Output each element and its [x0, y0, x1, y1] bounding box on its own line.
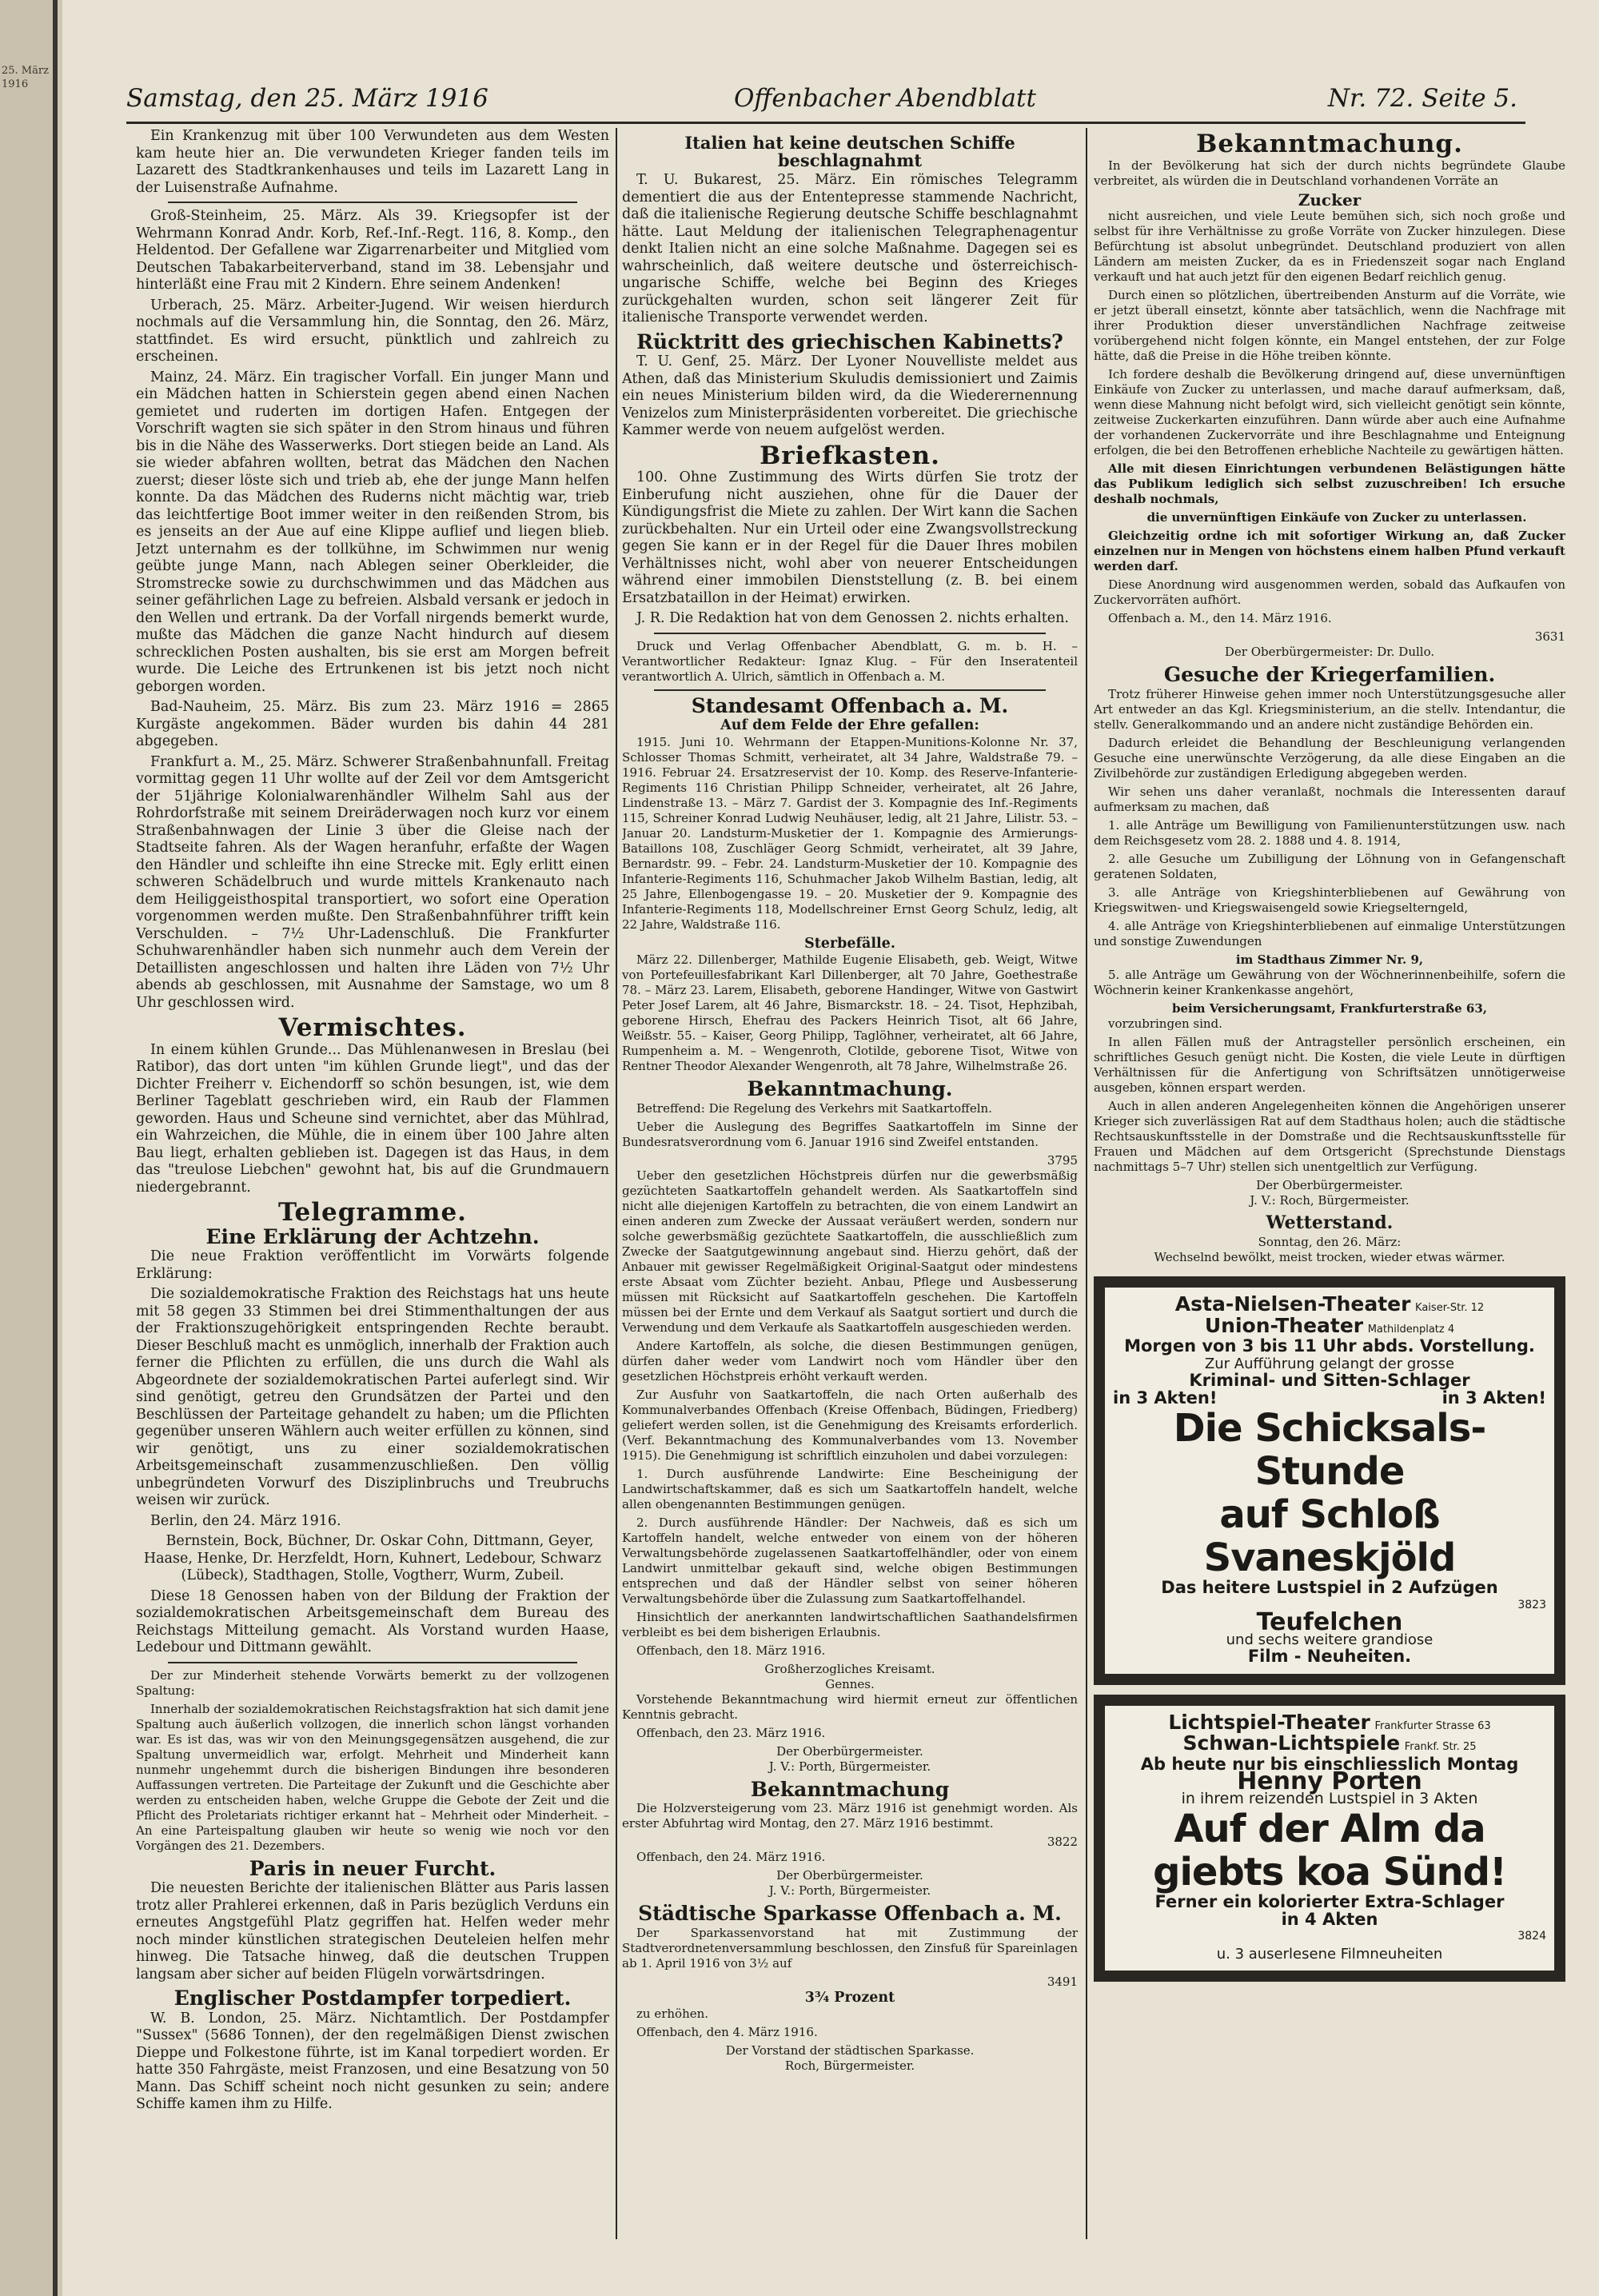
notice-keyword: Zucker — [1298, 190, 1362, 210]
article-text: T. U. Bukarest, 25. März. Ein römisches Telegramm dementiert die aus der Ententepresse stammende Nachricht, daß die italienische Regierung deutsche Schiffe beschlagnahmt hätte. Laut Meldung der italienischen Telegraphenagentur denkt Italien nicht an eine solche Maßnahme. Dagegen sei es wahrscheinlich, daß weitere deutsche und österreichisch-ungarische Schiffe, welche bei Beginn des Krieges zurückgehalten wurden, schon seit längerer Zeit für italienische Transporte verwendet werden. — [622, 172, 1078, 325]
notice-text: Ueber die Auslegung des Begriffes Saatkartoffeln im Sinne der Bundesratsverordnung vom 6. Januar 1916 sind Zweifel entstanden. — [622, 1119, 1078, 1149]
interest-rate: 3¾ Prozent — [804, 1989, 895, 2006]
ad-text: in 3 Akten! — [1441, 1388, 1546, 1408]
ad-text: Kriminal- und Sitten-Schlager — [1189, 1371, 1470, 1390]
notice-text: zu erhöhen. — [636, 2007, 709, 2021]
ad-theater-name: Asta-Nielsen-Theater — [1174, 1292, 1411, 1316]
signature: Der Vorstand der städtischen Sparkasse. — [725, 2043, 975, 2058]
ad-text: u. 3 auserlesene Filmneuheiten — [1216, 1945, 1443, 1963]
ad-film-title: auf Schloß Svaneskjöld — [1203, 1492, 1456, 1580]
notice-text: Trotz früherer Hinweise gehen immer noch Unterstützungsgesuche aller Art entweder an das Kgl. Kriegsministerium, an die stellv. Intendantur, die stellv. Generalkommando und an andere nicht zuständige Behörden ein. — [1094, 686, 1565, 732]
notice-text: Offenbach a. M., den 14. März 1916. — [1108, 611, 1332, 625]
article-heading: Eine Erklärung der Achtzehn. — [205, 1224, 540, 1248]
ad-film-title: Teufelchen — [1256, 1608, 1403, 1636]
list-location: im Stadthaus Zimmer Nr. 9, — [1235, 952, 1424, 967]
notice-text: Ueber den gesetzlichen Höchstpreis dürfen nur die gewerbsmäßig gezüchteten Saatkartoffeln gehandelt werden. Als Saatkartoffeln sind nicht alle diejenigen Kartoffeln zu betrachten, die von einem Landwirt an einen anderen zum Zwecke der Aussaat veräußert werden, sondern nur solche gewerbsmäßig gezüchtete Saatkartoffeln, die ausschließlich zum Zwecke der Saatgutgewinnung angebaut sind. Hierzu gehört, daß der Anbauer mit gewisser Regelmäßigkeit Original-Saatgut oder mindestens erste Absaat vom Züchter bezieht. Anbau, Pflege und Ausbesserung müssen mit Rücksicht auf Saatkartoffeln geschehen. Die Kartoffeln müssen bei der Ernte und dem Verkauf als Saatgut sortiert und durch die Verwendung und dem Verkaufe als Saatkartoffeln ausgeschieden werden. — [622, 1168, 1078, 1335]
signature: Der Oberbürgermeister. — [1256, 1177, 1403, 1192]
ad-number: 3795 — [1047, 1152, 1078, 1168]
notice-text: 1. Durch ausführende Landwirte: Eine Bescheinigung der Landwirtschaftskammer, daß es sich um Saatkartoffeln handelt, welche allen obengenannten Bestimmungen genügen. — [622, 1466, 1078, 1511]
article-heading: Paris in neuer Furcht. — [249, 1856, 496, 1880]
binding-text: 25. März 1916 — [2, 65, 49, 90]
list-item: 1. alle Anträge um Bewilligung von Familienunterstützungen usw. nach dem Reichsgesetz vom 28. 2. 1888 und 4. 8. 1914, — [1094, 817, 1565, 848]
notice-text: Alle mit diesen Einrichtungen verbundenen Belästigungen hätte das Publikum lediglich sich selbst zuzuschreiben! Ich ersuche deshalb nochmals, — [1094, 461, 1565, 506]
notice-text: Gleichzeitig ordne ich mit sofortiger Wirkung an, daß Zucker einzelnen nur in Mengen von höchstens einem halben Pfund verkauft werden darf. — [1094, 529, 1565, 573]
article-text: Der zur Minderheit stehende Vorwärts bemerkt zu der vollzogenen Spaltung: — [136, 1667, 609, 1698]
signature: Der Oberbürgermeister. — [776, 1743, 923, 1759]
notice-text: Auch in allen anderen Angelegenheiten können die Angehörigen unserer Krieger sich zuverlässigen Rat auf dem Stadthaus holen; auch die städtische Rechtsauskunftsstelle in der Domstraße und die Rechtsauskunftsstelle für Frauen und Mädchen auf dem Ortsgericht (Sprechstunde Dienstags nachmittags 5–7 Uhr) stellen sich unentgeltlich zur Verfügung. — [1094, 1098, 1565, 1174]
ad-number: 3823 — [1517, 1598, 1546, 1611]
ad-text: Zur Aufführung gelangt der grosse — [1204, 1355, 1455, 1372]
ad-film-title: giebts koa Sünd! — [1153, 1850, 1506, 1895]
ad-text: in 4 Akten — [1281, 1909, 1378, 1929]
notice-text: Zur Ausfuhr von Saatkartoffeln, die nach Orten außerhalb des Kommunalverbandes Offenbach (Kreise Offenbach, Büdingen, Friedberg) geliefert werden sollen, ist die Genehmigung des Kreisamts erforderlich. (Verf. Bekanntmachung des Kommunalverbandes vom 13. November 1915). Die Genehmigung ist schriftlich einzuholen und dabei vorzulegen: — [622, 1387, 1078, 1463]
article-text: Die neue Fraktion veröffentlicht im Vorwärts folgende Erklärung: — [136, 1248, 609, 1282]
signature: Großherzogliches Kreisamt. — [764, 1661, 935, 1676]
ad-address: Frankfurter Strasse 63 — [1374, 1719, 1491, 1732]
article-text: J. R. Die Redaktion hat von dem Genossen 2. nichts erhalten. — [636, 610, 1069, 626]
ad-text: Morgen von 3 bis 11 Uhr abds. Vorstellung. — [1124, 1336, 1535, 1356]
notice-text: Offenbach, den 4. März 1916. — [636, 2025, 818, 2039]
ad-actress: Henny Porten — [1237, 1767, 1422, 1795]
weather-date: Sonntag, den 26. März: — [1258, 1235, 1402, 1249]
ad-theater-name: Union-Theater — [1204, 1313, 1364, 1337]
ad-text: in 3 Akten! — [1113, 1388, 1218, 1408]
ad-film-title: Die Schicksals-Stunde — [1173, 1406, 1486, 1494]
ad-text: und sechs weitere grandiose — [1226, 1631, 1434, 1648]
ad-number: 3491 — [1047, 1974, 1078, 1989]
list-location: beim Versicherungsamt, Frankfurterstraße 63, — [1171, 1000, 1488, 1016]
signature: Roch, Bürgermeister. — [784, 2058, 915, 2073]
section-heading-vermischtes: Vermischtes. — [278, 1013, 467, 1042]
ad-text: Ab heute nur bis einschliesslich Montag — [1140, 1754, 1519, 1774]
signature: J. V.: Porth, Bürgermeister. — [768, 1883, 931, 1898]
signature: Der Oberbürgermeister: Dr. Dullo. — [1224, 645, 1435, 659]
notice-text: Wir sehen uns daher veranlaßt, nochmals die Interessenten darauf aufmerksam zu machen, daß — [1094, 784, 1565, 814]
ad-address: Kaiser-Str. 12 — [1415, 1302, 1485, 1314]
notice-text: Hinsichtlich der anerkannten landwirtschaftlichen Saathandelsfirmen verbleibt es bei dem bisherigen Erlaubnis. — [622, 1609, 1078, 1639]
notice-text: Dadurch erleidet die Behandlung der Beschleunigung verlangenden Gesuche eine unerwünschte Verzögerung, da alle diese Eingaben an die Zivilbehörde zur zuständigen Erledigung abgegeben werden. — [1094, 735, 1565, 781]
column-2 — [622, 128, 1078, 2239]
header-paper: Offenbacher Abendblatt — [734, 84, 1036, 113]
article-heading: Italien hat keine deutschen Schiffe beschlagnahmt — [684, 133, 1015, 170]
article-text: W. B. London, 25. März. Nichtamtlich. Der Postdampfer "Sussex" (5686 Tonnen), der den regelmäßigen Dienst zwischen Dieppe und Folkestone führte, ist im Kanal torpediert worden. Er hatte 350 Fahrgäste, meist Franzosen, und eine Besatzung von 50 Mann. Das Schiff scheint noch nicht gesunken zu sein; andere Schiffe kamen ihm zu Hilfe. — [136, 2010, 609, 2112]
ad-text: Ferner ein kolorierter Extra-Schlager — [1154, 1892, 1505, 1911]
list-item: 3. alle Anträge von Kriegshinterbliebenen auf Gewährung von Kriegswitwen- und Kriegswaisengeld sowie Kriegselterngeld, — [1094, 884, 1565, 915]
cinema-ad-schwan-lichtspiele — [1094, 1695, 1565, 1983]
list-item: 4. alle Anträge von Kriegshinterbliebenen auf einmalige Unterstützungen und sonstige Zuwendungen — [1094, 918, 1565, 948]
ad-address: Mathildenplatz 4 — [1367, 1323, 1455, 1336]
column-rule-1 — [616, 128, 617, 2239]
signature: Der Oberbürgermeister. — [776, 1868, 923, 1883]
notice-text: Offenbach, den 23. März 1916. — [636, 1725, 826, 1740]
article-text: 1915. Juni 10. Wehrmann der Etappen-Munitions-Kolonne Nr. 37, Schlosser Thomas Schmitt, verheiratet, alt 34 Jahre, Waldstraße 79. – 1916. Februar 24. Ersatzreservist der 10. Komp. des Reserve-Infanterie-Regiments 116 Christian Philipp Schneider, verheiratet, alt 26 Jahre, Lindenstraße 13. – März 7. Gardist der 3. Kompagnie des Inf.-Regiments 115, Schreiner Konrad Ludwig Neuhäuser, ledig, alt 21 Jahre, Lilistr. 53. – Januar 20. Landsturm-Musketier der 1. Kompagnie des Armierungs-Bataillons 108, Zuschläger Georg Schmidt, verheiratet, alt 39 Jahre, Bernardstr. 99. – Febr. 24. Landsturm-Musketier der 10. Kompagnie des Infanterie-Regiments 116, Schuhmacher Jakob Wilhelm Bastian, ledig, alt 25 Jahre, Ellenbogengasse 19. – 20. Musketier der 9. Kompagnie des Infanterie-Regiments 118, Modellschreiner Ernst Georg Schulz, ledig, alt 22 Jahre, Waldstraße 116. — [622, 734, 1078, 932]
header-date: Samstag, den 25. März 1916 — [126, 84, 488, 113]
notice-text: Andere Kartoffeln, als solche, die diesen Bestimmungen genügen, dürfen daher weder vom Landwirt noch vom Händler über den gesetzlichen Höchstpreis erhöht verkauft werden. — [622, 1338, 1078, 1384]
list-item: 5. alle Anträge um Gewährung von der Wöchnerinnenbeihilfe, sofern die Wöchnerin keiner Krankenkasse angehört, — [1094, 967, 1565, 997]
ad-text: in ihrem reizenden Lustspiel in 3 Akten — [1181, 1789, 1478, 1807]
header-rule — [126, 122, 1525, 124]
ad-address: Frankf. Str. 25 — [1404, 1741, 1477, 1753]
cinema-ad-asta-nielsen — [1094, 1276, 1565, 1685]
article-text: Frankfurt a. M., 25. März. Schwerer Straßenbahnunfall. Freitag vormittag gegen 11 Uhr wollte auf der Zeil vor dem Amtsgericht der 51jährige Kolonialwarenhändler Wilhelm Sahl aus der Rohrdorfstraße mit seinem Dreiräderwagen noch kurz vor einem Straßenbahnwagen der Linie 3 über die Gleise nach der Stadtseite fahren. Als der Wagen heranfuhr, erfaßte der Wagen den Händler und schleifte ihn eine Strecke mit. Egly erlitt einen schweren Schädelbruch und wurde mittels Krankenauto nach dem Heiliggeisthospital transportiert, wo sofort eine Operation vorgenommen werden mußte. Den Straßenbahnführer trifft kein Verschulden. – 7½ Uhr-Ladenschluß. Die Frankfurter Schuhwarenhändler haben sich nunmehr auch dem Verein der Detaillisten angeschlossen und halten ihre Läden von 7½ Uhr abends ab geschlossen, mit Ausnahme der Samstage, wo um 8 Uhr geschlossen wird. — [136, 753, 609, 1011]
list-item: 2. alle Gesuche um Zubilligung der Löhnung von in Gefangenschaft geratenen Soldaten, — [1094, 851, 1565, 881]
separator — [654, 689, 1046, 691]
notice-text: Der Sparkassenvorstand hat mit Zustimmung der Stadtverordnetenversammlung beschlossen, den Zinsfuß für Spareinlagen ab 1. April 1916 von 3½ auf — [622, 1925, 1078, 1971]
ad-row — [1113, 1390, 1546, 1408]
article-text: März 22. Dillenberger, Mathilde Eugenie Elisabeth, geb. Weigt, Witwe von Portefeuillesfabrikant Karl Dillenberger, alt 70 Jahre, Goethestraße 78. – März 23. Larem, Elisabeth, geborene Handinger, Witwe von Gastwirt Peter Josef Larem, alt 46 Jahre, Bismarckstr. 18. – 24. Tisot, Hephzibah, geborene Hirsch, Ehefrau des Packers Heinrich Tisot, alt 66 Jahre, Weißstr. 55. – Kaiser, Georg Philipp, Taglöhner, verheiratet, alt 66 Jahre, Rumpenheim a. M. – Wengenroth, Clotilde, geborene Tisot, Witwe von Rentner Theodor Alexander Wengenroth, alt 78 Jahre, Wilhelmstraße 26. — [622, 952, 1078, 1073]
article-text: Die sozialdemokratische Fraktion des Reichstags hat uns heute mit 58 gegen 33 Stimmen bei drei Stimmenthaltungen der aus der Fraktionszugehörigkeit entspringenden Rechte beraubt. Dieser Beschluß macht es unmöglich, innerhalb der Fraktion auch ferner die Pflichten zu erfüllen, die uns durch die Wahl als Abgeordnete der sozialdemokratischen Partei auferlegt sind. Wir sind genötigt, getreu den Grundsätzen der Partei und den Beschlüssen der Parteitage gehandelt zu haben; um die Pflichten gegenüber unseren Wählern auch weiter erfüllen zu können, sind wir genötigt, uns zu einer sozialdemokratischen Arbeitsgemeinschaft zusammenzuschließen. Den völlig unbegründeten Vorwurf des Disziplinbruchs und Treubruchs weisen wir zurück. — [136, 1286, 609, 1508]
article-text: Die neuesten Berichte der italienischen Blätter aus Paris lassen trotz aller Prahlerei erkennen, daß in Paris bezüglich Verduns ein erneutes Angstgefühl Platz gegriffen hat. Helfen weder mehr noch minder künstlichen strategischen Deuteleien helfen mehr hinweg. Die Tatsache hinweg, daß die deutschen Truppen langsam aber sicher auf beiden Flügeln vorwärtsdringen. — [136, 1880, 609, 1983]
section-heading-briefkasten: Briefkasten. — [760, 441, 940, 470]
article-text: Bernstein, Bock, Büchner, Dr. Oskar Cohn, Dittmann, Geyer, Haase, Henke, Dr. Herzfeldt, Horn, Kuhnert, Ledebour, Schwarz (Lübeck), Stadthagen, Stolle, Vogtherr, Wurm, Zubeil. — [143, 1533, 602, 1583]
newspaper-page — [62, 0, 1599, 2296]
notice-text: nicht ausreichen, und viele Leute bemühen sich, sich noch große und selbst für ihre Verhältnisse zu große Vorräte von Zucker hinzulegen. Diese Befürchtung ist absolut unbegründet. Deutschland produziert von allen Ländern am meisten Zucker, da es in Friedenszeit sogar nach England verkauft und hat auch jetzt für den eigenen Bedarf reichlich genug. — [1094, 209, 1565, 284]
notice-text: 2. Durch ausführende Händler: Der Nachweis, daß es sich um Kartoffeln handelt, welche entweder von einem von der höheren Verwaltungsbehörde zugelassenen Saatkartoffelhändler, oder von einem Landwirt unmittelbar gekauft sind, welche obigen Bestimmungen entsprechen und daß der Händler selbst von seiner höheren Verwaltungsbehörde über die Zulassung zum Saatkartoffelhandel. — [622, 1515, 1078, 1606]
imprint: Druck und Verlag Offenbacher Abendblatt, G. m. b. H. – Verantwortlicher Redakteur: Ignaz Klug. – Für den Inseratenteil verantwortlich A. Ulrich, sämtlich in Offenbach a. M. — [622, 638, 1078, 684]
notice-heading: Bekanntmachung. — [1196, 130, 1463, 158]
subheading: Sterbefälle. — [804, 935, 895, 952]
weather-forecast: Wechselnd bewölkt, meist trocken, wieder etwas wärmer. — [1154, 1250, 1505, 1264]
article-text: Groß-Steinheim, 25. März. Als 39. Kriegsopfer ist der Wehrmann Konrad Andr. Korb, Ref.-Inf.-Regt. 116, 8. Komp., den Heldentod. Der Gefallene war Zigarrenarbeiter und Mitglied vom Deutschen Tabakarbeiterverband, stand im 38. Lebensjahr und hinterläßt eine Frau mit 2 Kindern. Ehre seinem Andenken! — [136, 208, 609, 293]
signature: J. V.: Porth, Bürgermeister. — [768, 1759, 931, 1774]
article-text: Innerhalb der sozialdemokratischen Reichstagsfraktion hat sich damit jene Spaltung auch äußerlich vollzogen, die innerlich schon längst vorhanden war. Es ist das, was wir von den Meinungsgegensätzen ausgehend, die zur Spaltung unvermeidlich war, erfolgt. Mehrheit und Minderheit kann nunmehr ungehemmt durch die bisherigen Bindungen ihre besonderen Auffassungen vertreten. Die Parteitage der Zukunft und die Geschichte aber werden zu entscheiden haben, welche Gruppe die Gebote der Zeit und die Pflicht des Proletariats richtiger erkannt hat – Mehrheit oder Minderheit. – An eine Parteispaltung glauben wir heute so wenig wie noch vor den Vorgängen des 21. Dezembers. — [136, 1701, 609, 1853]
article-text: T. U. Genf, 25. März. Der Lyoner Nouvelliste meldet aus Athen, daß das Ministerium Skuludis demissioniert und Zaimis ein neues Ministerium bilden wird, da die Wiederernennung Venizelos zum Ministerpräsidenten vorbereitet. Die griechische Kammer werde von neuem aufgelöst werden. — [622, 353, 1078, 438]
ad-theater-name: Schwan-Lichtspiele — [1182, 1731, 1401, 1755]
notice-text: Durch einen so plötzlichen, übertreibenden Ansturm auf die Vorräte, wie er jetzt überall einsetzt, könnte aber tatsächlich, wenn die Nachfrage mit ihrer Produktion dieser unverständlichen Nachfrage zeitweise vorübergehend nicht folgen könnte, ein Mangel entstehen, der zur Folge hätte, daß die Preise in die Höhe treiben könnte. — [1094, 288, 1565, 363]
column-rule-2 — [1086, 128, 1087, 2239]
notice-text: die unvernünftigen Einkäufe von Zucker zu unterlassen. — [1146, 510, 1527, 525]
section-heading-telegramme: Telegramme. — [278, 1198, 467, 1227]
article-heading: Englischer Postdampfer torpediert. — [173, 1987, 572, 2010]
ad-number: 3631 — [1534, 629, 1565, 644]
article-text: Bad-Nauheim, 25. März. Bis zum 23. März 1916 = 2865 Kurgäste angekommen. Bäder wurden bis dahin 44 281 abgegeben. — [136, 699, 609, 749]
separator — [168, 1662, 577, 1663]
article-text: Ein Krankenzug mit über 100 Verwundeten aus dem Westen kam heute hier an. Die verwundeten Krieger fanden teils im Lazarett des Stadtkrankenhauses und teils im Lazarett Lang in der Luisenstraße Aufnahme. — [136, 128, 609, 196]
separator — [654, 633, 1046, 634]
separator — [168, 202, 577, 203]
weather-heading: Wetterstand. — [1266, 1212, 1394, 1233]
article-text: Mainz, 24. März. Ein tragischer Vorfall. Ein junger Mann und ein Mädchen hatten in Schierstein gegen abend einen Nachen gemietet und ruderten im dortigen Hafen. Entgegen der Vorschrift wagten sie sich später in den Strom hinaus und führen bis in die Nähe des Wasserwerks. Dort stiegen beide an Land. Als sie wieder abfahren wollten, betrat das Mädchen den Nachen zuerst; dieser löste sich und trieb ab, ehe der junge Mann helfen konnte. Da das Mädchen des Ruderns nicht mächtig war, trieb das leichtfertige Boot immer weiter in den reißenden Strom, bis es jenseits an der Aue auf eine Klippe auflief und liegen blieb. Jetzt unternahm es der tollkühne, im Schwimmen nur wenig geübte junge Mann, nach Ablegen seiner Oberkleider, die Stromstrecke sowie zu durchschwimmen und das Mädchen aus seiner gefährlichen Lage zu befreien. Alsbald versank er jedoch in den Wellen und ertrank. Da der Vorfall nirgends bemerkt wurde, mußte das Mädchen die ganze Nacht hindurch auf diesem schrecklichen Posten aushalten, bis sie erst am Morgen befreit wurde. Die Leiche des Ertrunkenen ist bis jetzt noch nicht geborgen worden. — [136, 369, 609, 695]
section-heading-standesamt: Standesamt Offenbach a. M. — [691, 693, 1009, 717]
notice-text: Offenbach, den 18. März 1916. — [636, 1643, 826, 1658]
article-text: 100. Ohne Zustimmung des Wirts dürfen Sie trotz der Einberufung nicht ausziehen, ohne für die Dauer der Kündigungsfrist die Miete zu zahlen. Der Wirt kann die Sachen zurückbehalten. Nur ein Urteil oder eine Zwangsvollstreckung gegen Sie kann er in der Regel für die Dauer Ihres mobilen Verhältnisses nicht, wohl aber von neuerer Entscheidungen während einer immobilen Dienststellung (z. B. bei einem Ersatzbataillon in der Heimat) erwirken. — [622, 469, 1078, 606]
binding-strip — [0, 0, 58, 2296]
article-text: Berlin, den 24. März 1916. — [150, 1512, 341, 1529]
notice-heading: Bekanntmachung — [750, 1777, 950, 1801]
ad-number: 3824 — [1517, 1930, 1546, 1943]
ad-text: Film - Neuheiten. — [1247, 1647, 1412, 1666]
ad-theater-name: Lichtspiel-Theater — [1168, 1710, 1370, 1734]
book-binding — [0, 0, 62, 2296]
notice-text: In der Bevölkerung hat sich der durch nichts begründete Glaube verbreitet, als würden die in Deutschland vorhandenen Vorräte an — [1094, 158, 1565, 188]
ad-text: Das heitere Lustspiel in 2 Aufzügen — [1161, 1578, 1498, 1597]
signature: J. V.: Roch, Bürgermeister. — [1250, 1192, 1410, 1208]
subheading: Auf dem Felde der Ehre gefallen: — [720, 717, 979, 733]
notice-heading: Bekanntmachung. — [747, 1077, 953, 1100]
article-heading: Rücktritt des griechischen Kabinetts? — [636, 329, 1063, 353]
notice-text: vorzubringen sind. — [1108, 1016, 1222, 1031]
notice-text: Ich fordere deshalb die Bevölkerung dringend auf, diese unvernünftigen Einkäufe von Zucker zu unterlassen, und mache darauf aufmerksam, daß, wenn diese Mahnung nicht befolgt wird, sich vielleicht genötigt sein könnte, zeitweise Zuckerkarten einzuführen. Dann würde aber auch eine Aufnahme der vorhandenen Zuckervorräte und ihre Beschlagnahme und Enteignung erfolgen, die bei den Betroffenen erhebliche Nachteile zu gewärtigen hätten. — [1094, 367, 1565, 457]
notice-text: In allen Fällen muß der Antragsteller persönlich erscheinen, ein schriftliches Gesuch genügt nicht. Die Kosten, die viele Leute in dürftigen Verhältnissen für die Anfertigung von Schriftsätzen unnötigerweise ausgeben, können erspart werden. — [1094, 1034, 1565, 1095]
notice-heading: Gesuche der Kriegerfamilien. — [1163, 663, 1496, 686]
notice-text: Diese Anordnung wird ausgenommen werden, sobald das Aufkaufen von Zuckervorräten aufhört. — [1094, 577, 1565, 607]
notice-heading: Städtische Sparkasse Offenbach a. M. — [638, 1902, 1062, 1925]
signature: Gennes. — [825, 1676, 875, 1691]
notice-text: Offenbach, den 24. März 1916. — [636, 1850, 826, 1864]
ad-film-title: Auf der Alm da — [1174, 1807, 1485, 1851]
ad-number: 3822 — [1047, 1835, 1078, 1849]
article-text: In einem kühlen Grunde... Das Mühlenanwesen in Breslau (bei Ratibor), das dort unten "im kühlen Grunde liegt", und das der Dichter Freiherr v. Eichendorff so schön besungen, ist, wie dem Berliner Tageblatt geschrieben wird, ein Raub der Flammen geworden. Haus und Scheune sind vernichtet, aber das Mühlrad, ein Wahrzeichen, die Mühle, die in einem über 100 Jahre alten Bau liegt, erhalten geblieben ist. Dagegen ist das Haus, in dem das "treulose Liebchen" gewohnt hat, bis auf die Grundmauern niedergebrannt. — [136, 1041, 609, 1196]
article-text: Diese 18 Genossen haben von der Bildung der Fraktion der sozialdemokratischen Arbeitsgemeinschaft dem Bureau des Reichstags Mitteilung gemacht. Als Vorstand wurden Haase, Ledebour und Dittmann gewählt. — [136, 1587, 609, 1655]
notice-text: Die Holzversteigerung vom 23. März 1916 ist genehmigt worden. Als erster Abfuhrtag wird Montag, den 27. März 1916 bestimmt. — [622, 1801, 1078, 1831]
column-1 — [136, 128, 609, 2239]
notice-text: Vorstehende Bekanntmachung wird hiermit erneut zur öffentlichen Kenntnis gebracht. — [622, 1691, 1078, 1722]
article-text: Urberach, 25. März. Arbeiter-Jugend. Wir weisen hierdurch nochmals auf die Versammlung hin, die Sonntag, den 26. März, stattfindet. Es wird ersucht, pünktlich und zahlreich zu erscheinen. — [136, 297, 609, 365]
column-3 — [1094, 128, 1565, 2239]
page-header — [126, 84, 1517, 124]
header-page: Nr. 72. Seite 5. — [1327, 84, 1517, 113]
notice-text: Betreffend: Die Regelung des Verkehrs mit Saatkartoffeln. — [636, 1100, 992, 1116]
